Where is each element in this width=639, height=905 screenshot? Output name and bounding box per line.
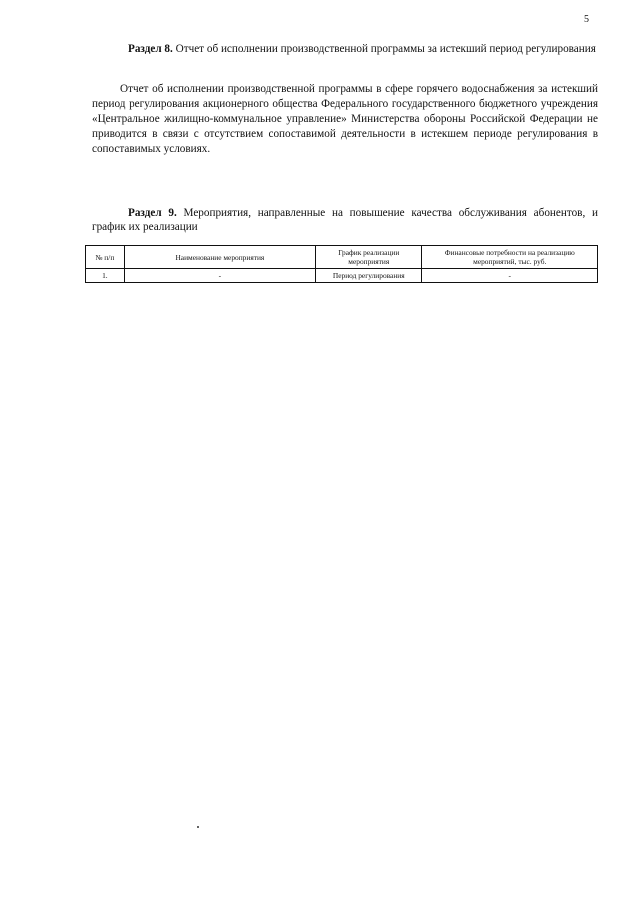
section-9-heading (92, 206, 598, 234)
cell-schedule: Период регулирования (316, 269, 422, 283)
section-9-label: Раздел 9. (128, 207, 177, 219)
header-schedule: График реализации мероприятия (316, 246, 422, 269)
page-number: 5 (584, 14, 589, 25)
section-8-body: Отчет об исполнении производственной программы в сфере горячего водоснабжения за истекший период регулирования акционерного общества Федерального государственного бюджетного учреждения «Центральное жилищно-коммунальное управление» Министерства обороны Российской Федерации не приводится в связи с отсутствием сопоставимой деятельности в истекшем периоде регулирования в сопоставимых условиях. (92, 83, 598, 155)
header-number: № п/п (86, 246, 125, 269)
section-8-label: Раздел 8. (128, 43, 173, 55)
section-8-title: Отчет об исполнении производственной программы за истекший период регулирования (172, 43, 596, 55)
section-8-heading (92, 42, 598, 56)
cell-number: 1. (86, 269, 125, 283)
table-row (86, 269, 598, 283)
header-measure-name: Наименование мероприятия (124, 246, 315, 269)
stray-dot (197, 826, 199, 828)
header-financial-needs: Финансовые потребности на реализацию мероприятий, тыс. руб. (422, 246, 598, 269)
cell-measure-name: - (124, 269, 315, 283)
table-header-row (86, 246, 598, 269)
cell-financial-needs: - (422, 269, 598, 283)
measures-table (85, 245, 598, 283)
section-9-title: Мероприятия, направленные на повышение качества обслуживания абонентов, и график их реализации (92, 207, 598, 233)
